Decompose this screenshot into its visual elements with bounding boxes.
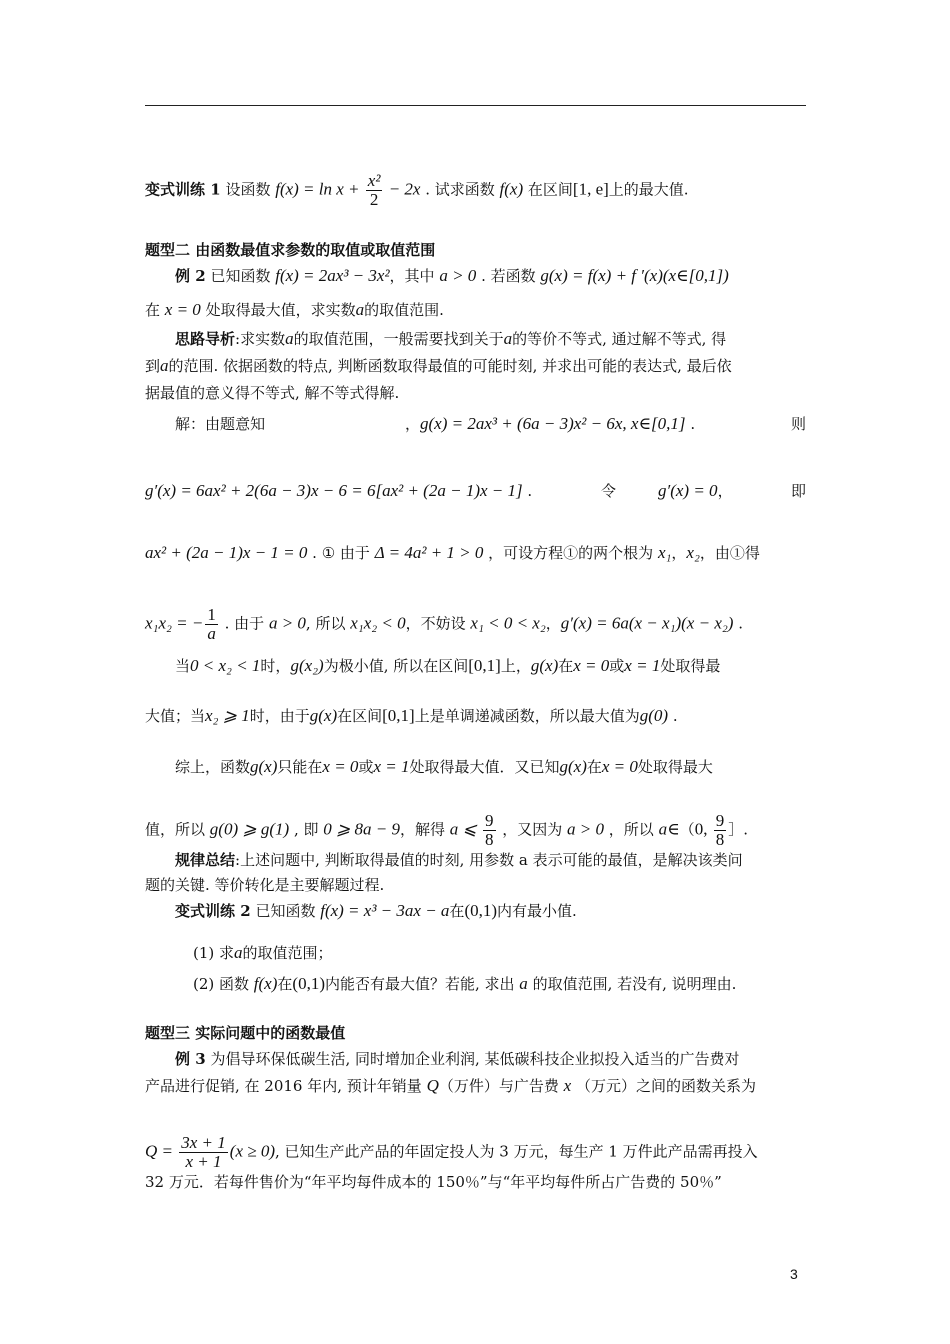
math: x₁x₂ < 0: [350, 613, 406, 633]
math: x = 0: [573, 656, 610, 675]
numerator: x²: [367, 171, 381, 190]
math: x₁: [657, 543, 672, 562]
text: . ① 由于: [307, 544, 375, 562]
math: f(x) = ln x +: [275, 179, 364, 199]
function-line: [145, 1134, 806, 1171]
char: 由: [205, 415, 221, 433]
text: 的范围. 依据函数的特点, 判断函数取得最值的可能时刻, 并求出可能的表达式, 最后依: [168, 357, 732, 375]
page-number: 3: [790, 1266, 798, 1282]
exercise-1-label: 变式训练 1: [145, 180, 221, 199]
text: 在: [277, 975, 293, 993]
text: ，解得: [399, 820, 450, 839]
text: 到: [145, 357, 161, 375]
text: 则: [790, 415, 806, 433]
rule-summary-line: [175, 850, 806, 870]
math: g(x): [559, 757, 587, 776]
math: x = 0: [601, 757, 638, 776]
text: 时，: [260, 657, 291, 675]
char: ：: [190, 415, 206, 433]
rule-summary-label: 规律总结: [175, 851, 236, 869]
case-1-line: [175, 656, 806, 676]
exercise-2-label: 变式训练 2: [175, 902, 251, 920]
text: . 试求函数: [420, 180, 500, 199]
text-line: 题的关键. 等价转化是主要解题过程.: [145, 876, 385, 894]
text: 产品进行促销, 在 2016 年内, 预计年销量: [145, 1077, 427, 1095]
math: (0,1): [464, 901, 498, 920]
text: 时，由于: [249, 707, 310, 725]
numerator: 1: [207, 605, 216, 624]
text: 令: [601, 482, 617, 500]
text-line: [145, 300, 806, 320]
text: ，不妨设: [405, 614, 471, 633]
section-3-heading: 题型三 实际问题中的函数最值: [145, 1024, 346, 1042]
math: a∈: [658, 819, 680, 839]
fraction: [714, 812, 727, 849]
text: 处取得最大值，求实数: [200, 301, 356, 319]
math: x₂ ⩾ 1: [205, 706, 250, 725]
math: f(x): [499, 179, 524, 199]
text: （万元）之间的函数关系为: [571, 1077, 756, 1095]
text: 的取值范围.: [364, 301, 444, 319]
numerator: 9: [485, 811, 494, 830]
text: , 所以: [305, 614, 351, 633]
math: 0,: [694, 819, 712, 839]
math: 0 ⩾ 8a − 9: [323, 819, 400, 839]
math: a > 0: [567, 819, 605, 839]
math: [0,1]: [382, 706, 415, 725]
text: .: [522, 482, 533, 500]
numerator: 9: [715, 811, 725, 830]
text: . 由于: [219, 614, 269, 633]
text: 内能否有最大值？若能, 求出: [324, 975, 520, 993]
text: ］.: [728, 820, 748, 839]
text: 已知函数: [250, 902, 321, 920]
math: a: [519, 974, 528, 993]
char: 意: [235, 415, 251, 433]
math: g(x): [309, 706, 338, 725]
math: g(0): [639, 706, 669, 725]
text: 的取值范围，一般需要找到关于: [293, 330, 504, 348]
exercise-2-line: [175, 901, 806, 921]
text: , 即: [289, 820, 324, 839]
text: 上是单调递减函数，所以最大值为: [414, 707, 640, 725]
math: a: [234, 943, 243, 962]
text: 内有最小值.: [497, 902, 577, 920]
summary-line: [175, 757, 806, 777]
text: 的取值范围, 若没有, 说明理由.: [527, 975, 737, 993]
text: 或: [609, 657, 625, 675]
question-2-line: [193, 974, 806, 994]
char: 知: [250, 415, 266, 433]
char: 解: [175, 415, 191, 433]
text: 综上，函数: [175, 758, 251, 776]
text: .: [685, 415, 696, 433]
analysis-line: [175, 329, 806, 349]
solution-line: [175, 414, 806, 434]
text: （: [679, 820, 695, 839]
roots-line: [145, 606, 806, 643]
math: a > 0: [439, 266, 477, 285]
text: 在区间: [523, 180, 573, 199]
text: 设函数: [220, 180, 276, 199]
equation-line: [145, 543, 806, 563]
text: , 已知生产此产品的年固定投人为 3 万元，每生产 1 万件此产品需再投入: [274, 1142, 758, 1161]
text: （万件）与广告费: [438, 1077, 564, 1095]
text: 上，: [500, 657, 531, 675]
solution-spaced-label: [175, 414, 405, 434]
text: ，: [717, 482, 733, 500]
math: a: [285, 329, 294, 348]
text: 处取得最: [660, 657, 721, 675]
text: :求实数: [235, 330, 286, 348]
math: f(x): [253, 974, 278, 993]
math: 0 < x₂ < 1: [190, 656, 261, 675]
math: g(x) = 2ax³ + (6a − 3)x² − 6x, x∈[0,1]: [420, 414, 686, 433]
math: g(0) ⩾ g(1): [209, 819, 290, 839]
text: ，可设方程①的两个根为: [483, 544, 658, 562]
text: ，所以: [604, 820, 659, 839]
math: g(x): [530, 656, 559, 675]
text-line: [145, 1076, 806, 1096]
text: (2) 函数: [193, 975, 254, 993]
text: :上述问题中, 判断取得最值的时刻, 用参数 a 表示可能的最值，是解决该类问: [235, 851, 743, 869]
text-line: 32 万元．若每件售价为“年平均每件成本的 150％”与“年平均每件所占广告费的 50％”: [145, 1173, 722, 1191]
text: 的等价不等式, 通过解不等式, 得: [512, 330, 727, 348]
text: 处取得最大: [637, 758, 713, 776]
math: a > 0: [268, 613, 306, 633]
text: .: [668, 707, 678, 725]
math: x₁x₂ = −: [145, 613, 204, 633]
text: 已知函数: [205, 267, 276, 285]
math: ax² + (2a − 1)x − 1 = 0: [145, 543, 308, 562]
text: 在区间: [337, 707, 383, 725]
text: 即: [790, 482, 806, 500]
section-2-heading: 题型二 由函数最值求参数的取值或取值范围: [145, 241, 436, 259]
math: x = 0: [322, 757, 359, 776]
math: x = 1: [624, 656, 661, 675]
math: f(x) = x³ − 3ax − a: [320, 901, 450, 920]
example-3-label: 例 3: [175, 1050, 206, 1068]
denominator: 8: [715, 830, 725, 849]
math: a: [355, 300, 365, 319]
text: 值，所以: [145, 820, 210, 839]
text: 当: [175, 657, 191, 675]
text: 处取得最大值．又已知: [409, 758, 560, 776]
math: [1, e]: [572, 179, 609, 199]
fraction: [366, 172, 383, 209]
denominator: 2: [369, 190, 379, 209]
math: g′(x) = 6a(x − x₁)(x − x₂): [560, 613, 734, 633]
example-3-line: [175, 1049, 806, 1069]
derivative-line: [145, 481, 806, 501]
conclusion-line: [145, 812, 806, 849]
fraction: [205, 606, 218, 643]
text: 在: [558, 657, 574, 675]
exercise-1-line: [145, 172, 806, 209]
text: ，: [671, 544, 687, 562]
math: a: [160, 356, 169, 375]
text: (1) 求: [193, 944, 235, 962]
math: Q: [426, 1076, 439, 1095]
text: .: [733, 614, 743, 633]
math: a: [503, 329, 513, 348]
math: g′(x) = 0: [658, 481, 718, 500]
text-line: 据最值的意义得不等式, 解不等式得解.: [145, 384, 400, 402]
math: (0,1): [292, 974, 325, 993]
math: (x ≥ 0): [229, 1141, 275, 1161]
char: 题: [220, 415, 236, 433]
fraction: [483, 812, 496, 849]
text: ，又因为: [497, 820, 568, 839]
text: 的取值范围；: [242, 944, 333, 962]
math: g′(x) = 6ax² + 2(6a − 3)x − 6 = 6[ax² + (2a − 1)x − 1]: [145, 481, 523, 500]
text: 为极小值, 所以在区间: [323, 657, 469, 675]
text: 只能在: [277, 758, 323, 776]
example-2-label: 例 2: [175, 267, 206, 285]
math: x: [563, 1076, 572, 1095]
text: ，由①得: [699, 544, 760, 562]
math: f(x) = 2ax³ − 3x²: [275, 266, 390, 285]
math: g(x₂): [290, 656, 324, 675]
math: g(x): [250, 757, 278, 776]
text-line: [145, 356, 806, 376]
math: x₁ < 0 < x₂: [470, 613, 546, 633]
text: 为倡导环保低碳生活, 同时增加企业利润, 某低碳科技企业拟投入适当的广告费对: [205, 1050, 740, 1068]
text: ，其中: [389, 267, 440, 285]
denominator: x + 1: [185, 1152, 222, 1171]
text: 上的最大值.: [608, 180, 689, 199]
math: a ⩽: [449, 819, 481, 839]
question-1-line: [193, 943, 806, 963]
numerator: 3x + 1: [181, 1133, 226, 1152]
example-2-line: [175, 266, 806, 286]
math: Δ = 4a² + 1 > 0: [374, 543, 484, 562]
analysis-label: 思路导析: [175, 330, 236, 348]
text: 大值；当: [145, 707, 206, 725]
math: x₂: [686, 543, 700, 562]
math: [0,1]: [468, 656, 501, 675]
denominator: a: [207, 624, 216, 643]
math: g(x) = f(x) + f ′(x)(x∈[0,1]): [540, 266, 729, 285]
text: ，: [405, 415, 421, 433]
text: ，: [545, 614, 561, 633]
header-rule: [145, 105, 806, 106]
text: . 若函数: [476, 267, 541, 285]
math: Q =: [145, 1141, 178, 1161]
text: 在: [145, 301, 165, 319]
math: − 2x: [384, 179, 421, 199]
fraction: [179, 1134, 228, 1171]
text: 在: [449, 902, 465, 920]
math: x = 0: [164, 300, 201, 319]
math: x = 1: [373, 757, 410, 776]
text: 在: [586, 758, 602, 776]
case-2-line: [145, 706, 806, 726]
denominator: 8: [485, 830, 494, 849]
text: 或: [358, 758, 374, 776]
